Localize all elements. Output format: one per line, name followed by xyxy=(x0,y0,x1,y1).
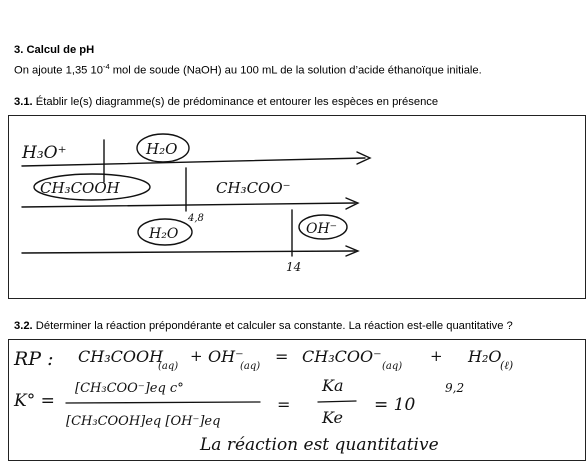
ch3coo-label: CH₃COO⁻ xyxy=(216,179,291,197)
fraction-2-denominator: Ke xyxy=(322,408,343,427)
plus-sign-2: + xyxy=(430,347,443,365)
fraction-1-denominator: [CH₃COOH]eq [OH⁻]eq xyxy=(66,414,221,429)
question-3-1-number: 3.1. xyxy=(14,96,33,108)
intro-pre: On ajoute 1,35 10 xyxy=(14,64,103,77)
question-3-2-text: Déterminer la réaction prépondérante et calculer sa constante. La réaction est-elle quantitative ? xyxy=(32,320,513,332)
conclusion-text: La réaction est quantitative xyxy=(200,435,439,455)
oh-label: OH⁻ xyxy=(306,221,338,237)
k-label: K° = xyxy=(14,391,55,411)
plus-sign-1: + xyxy=(190,347,203,365)
fraction-2-bar xyxy=(318,401,356,402)
equals-power: = 10 xyxy=(374,395,416,415)
fraction-1-numerator: [CH₃COO⁻]eq c° xyxy=(75,381,184,396)
h2o-middle-label: H₂O xyxy=(149,226,179,242)
section-title: 3. Calcul de pH xyxy=(14,44,95,56)
product-acetate-state: (aq) xyxy=(382,361,403,372)
equals-sign-2: = xyxy=(277,395,291,414)
exponent-value: 9,2 xyxy=(445,381,465,395)
fraction-1-bar xyxy=(66,402,260,403)
product-water-state: (ℓ) xyxy=(500,359,514,372)
intro-post: mol de soude (NaOH) au 100 mL de la solution d’acide éthanoïque initiale. xyxy=(109,64,482,77)
reactant-acid-state: (aq) xyxy=(158,361,179,372)
reactant-acid: CH₃COOH xyxy=(78,347,164,366)
ch3cooh-label: CH₃COOH xyxy=(40,179,120,197)
h2o-top-label: H₂O xyxy=(146,140,178,158)
equals-sign: = xyxy=(275,347,289,366)
product-acetate: CH₃COO⁻ xyxy=(302,347,382,366)
fraction-2-numerator: Ka xyxy=(322,376,344,395)
rp-label: RP : xyxy=(14,348,54,370)
reactant-hydroxide-state: (aq) xyxy=(240,361,261,372)
product-water: H₂O xyxy=(468,347,502,366)
h3o-label: H₃O⁺ xyxy=(22,143,67,163)
pke-label: 14 xyxy=(286,260,302,274)
intro-exponent: -4 xyxy=(102,62,110,71)
question-3-1-text: Établir le(s) diagramme(s) de prédominance et entourer les espèces en présence xyxy=(32,96,439,108)
reactant-hydroxide: OH⁻ xyxy=(208,347,244,366)
pka-label: 4,8 xyxy=(188,213,204,224)
question-3-2-number: 3.2. xyxy=(14,320,33,332)
